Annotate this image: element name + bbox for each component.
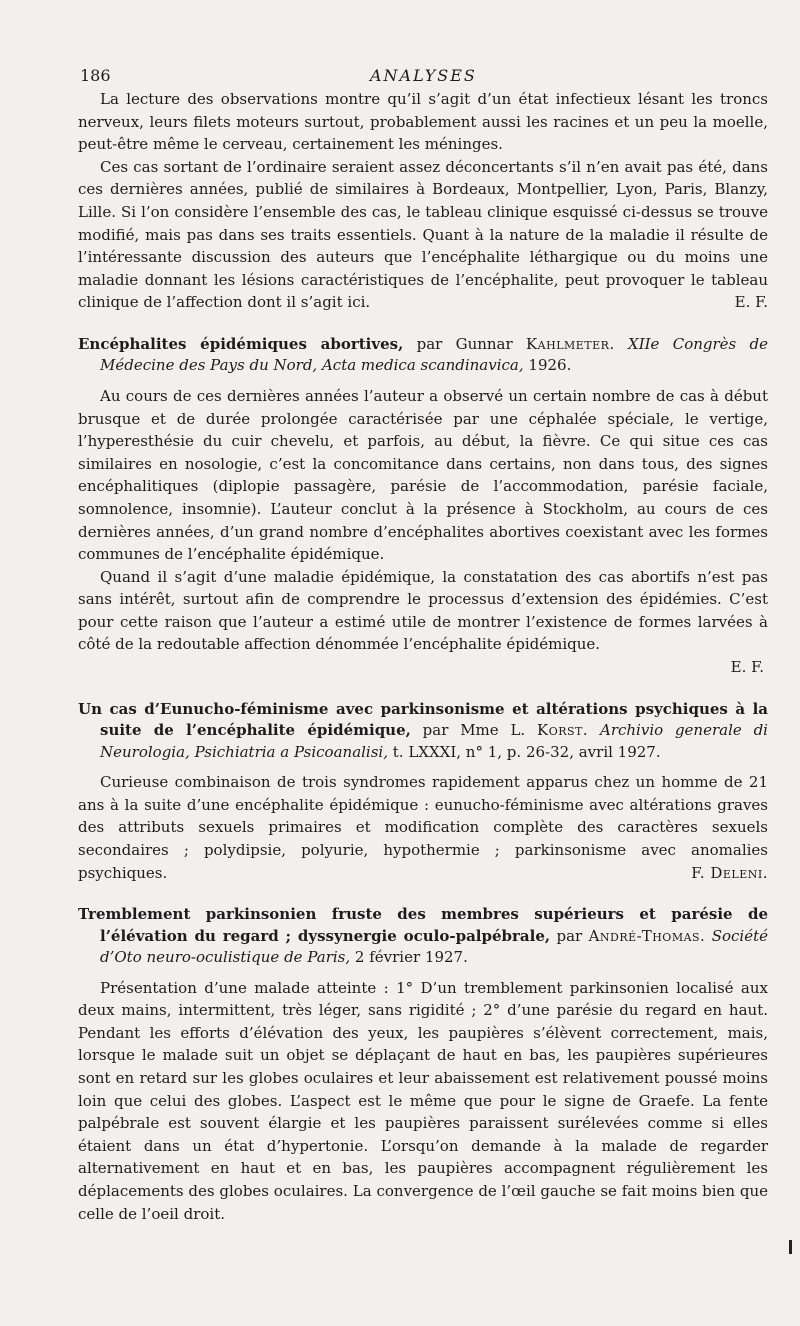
article-3 [78, 904, 768, 1225]
intro-paragraph-2-text: Ces cas sortant de l’ordinaire seraient assez déconcertants s’il n’en avait pas été, dans ces dernières années, publié de similaires à Bordeaux, Montpellier, Lyon, Paris, Blanzy, Lille. Si l’on considère l’ensemble des cas, le tableau clinique esquissé ci-dessus se trouve modifié, mais pas dans ses traits essentiels. Quant à la nature de la maladie il résulte de l’intéressante discussion des auteurs que l’encéphalite léthargique ou du moins une maladie donnant les lésions caractéristiques de l’encéphalite, peut provoquer le tableau clinique de l’affection dont il s’agit ici. [78, 157, 768, 312]
article-3-by: par [556, 926, 583, 945]
article-2-year: t. LXXXI, n° 1, p. 26-32, avril 1927. [392, 742, 661, 761]
article-3-paragraph-1: Présentation d’une malade atteinte : 1° D’un tremblement parkinsonien localisé aux deux mains, intermittent, très léger, sans rigidité ; 2° d’une parésie du regard en haut. Pendant les efforts d’élévation des yeux, les paupières s’élèvent correctement, mais, lorsque le malade suit un objet se déplaçant de haut en bas, les paupières supérieures sont en retard sur les globes oculaires et leur abaissement est relativement poussé moins loin que celui des globes. L’aspect est le même que pour le signe de Graefe. La fente palpébrale est souvent élargie et les paupières paraissent surélevées comme si elles étaient dans un état d’hypertonie. L’orsqu’on demande à la malade de regarder alternativement en haut et en bas, les paupières accompagnent régulièrement les déplacements des globes oculaires. La convergence de l’œil gauche se fait moins bien que celle de l’oeil droit. [78, 978, 768, 1223]
intro-signature: E. F. [734, 293, 768, 312]
article-2-author: Korst. [537, 721, 589, 740]
article-2-heading [78, 699, 768, 764]
article-3-author: André-Thomas. [588, 926, 706, 945]
article-2 [78, 699, 768, 884]
article-2-by: par Mme L. [422, 721, 526, 740]
page-number: 186 [80, 66, 111, 85]
article-2-title: Un cas d’Eunucho-féminisme avec parkinsonisme et altérations psychiques à la suite de l’encéphalite épidémique, [78, 699, 768, 740]
article-2-signature: F. Deleni. [691, 863, 768, 882]
article-1 [78, 334, 768, 679]
article-3-heading [78, 904, 768, 969]
article-2-paragraph-1 [78, 771, 768, 884]
intro-paragraph-1: La lecture des observations montre qu’il s’agit d’un état infectieux lésant les troncs nerveux, leurs filets moteurs surtout, probablement aussi les racines et un peu la moelle, peut-être même le cerveau, certainement les méninges. [78, 90, 768, 154]
article-1-author: Kahlmeter. [525, 334, 615, 353]
article-2-source: Archivio generale di Neurologia, Psichiatria a Psicoanalisi, [100, 721, 768, 761]
article-3-source: Société d’Oto neuro-oculistique de Paris, [100, 926, 768, 967]
margin-mark [789, 1240, 792, 1254]
article-1-heading [78, 334, 768, 377]
article-1-paragraph-2: Quand il s’agit d’une maladie épidémique, la constatation des cas abortifs n’est pas sans intérêt, surtout afin de comprendre le processus d’extension des épidémies. C’est pour cette raison que l’auteur a estimé utile de montrer l’existence de formes larvées à côté de la redoutable affection dénommée l’encéphalite épidémique. [78, 567, 768, 654]
article-1-by: par Gunnar [416, 334, 513, 353]
article-1-year: 1926. [528, 356, 572, 375]
article-1-title: Encéphalites épidémiques abortives, [78, 334, 404, 353]
article-1-paragraph-1: Au cours de ces dernières années l’auteur a observé un certain nombre de cas à début brusque et de durée prolongée caractérisée par une céphalée spéciale, le vertige, l’hyperesthésie du cuir chevelu, et parfois, au début, la fièvre. Ce qui situe ces cas similaires en nosologie, c’est la concomitance dans certains, non dans tous, des signes encéphalitiques (diplopie passagère, parésie de l’accommodation, parésie faciale, somnolence, insomnie). L’auteur conclut à la présence à Stockholm, au cours de ces dernières années, d’un grand nombre d’encéphalites abortives coexistant avec les formes communes de l’encéphalite épidémique. [78, 386, 768, 564]
article-1-signature: E. F. [730, 658, 764, 677]
page-header [78, 62, 768, 88]
page [78, 62, 768, 1225]
article-2-paragraph-1-text: Curieuse combinaison de trois syndromes rapidement apparus chez un homme de 21 ans à la suite d’une encéphalite épidémique : eunucho-féminisme avec altérations graves des attributs sexuels primaires et modification complète des caractères sexuels secondaires ; polydipsie, polyurie, hypothermie ; parkinsonisme avec anomalies psychiques. [78, 773, 768, 882]
article-3-title: Tremblement parkinsonien fruste des membres supérieurs et parésie de l’élévation du regard ; dyssynergie oculo-palpébrale, [78, 905, 768, 945]
article-3-year: 2 février 1927. [354, 948, 468, 967]
intro-paragraph-2 [78, 156, 768, 314]
intro-section [78, 88, 768, 314]
article-1-source: XIIe Congrès de Médecine des Pays du Nord, Acta medica scandinavica, [100, 334, 768, 375]
running-title: ANALYSES [370, 66, 477, 85]
